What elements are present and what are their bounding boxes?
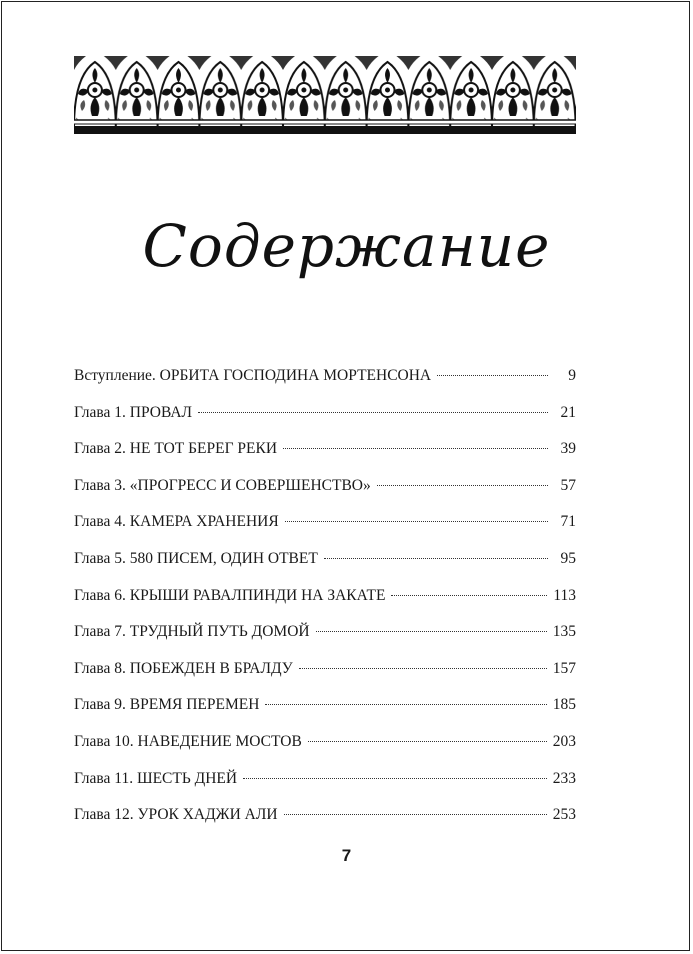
toc-entry [74, 801, 576, 838]
dot-leader [316, 631, 547, 632]
toc-entry-title: Глава 5. 580 ПИСЕМ, ОДИН ОТВЕТ [74, 549, 318, 567]
toc-entry-page: 95 [560, 549, 576, 567]
table-of-contents [74, 362, 576, 838]
dot-leader [284, 814, 547, 815]
toc-entry-page: 57 [560, 476, 576, 494]
toc-entry-page: 233 [552, 769, 576, 787]
toc-entry-page: 185 [552, 696, 576, 714]
toc-entry [74, 399, 576, 436]
toc-entry-title: Глава 8. ПОБЕЖДЕН В БРАЛДУ [74, 659, 293, 677]
toc-entry-title: Глава 12. УРОК ХАДЖИ АЛИ [74, 806, 278, 824]
toc-entry-page: 21 [560, 403, 576, 421]
toc-entry-title: Глава 10. НАВЕДЕНИЕ МОСТОВ [74, 732, 302, 750]
toc-entry-page: 253 [552, 806, 576, 824]
toc-entry-title: Глава 11. ШЕСТЬ ДНЕЙ [74, 769, 238, 787]
dot-leader [243, 778, 547, 779]
dot-leader [265, 704, 546, 705]
toc-entry [74, 472, 576, 509]
toc-entry-title: Вступление. ОРБИТА ГОСПОДИНА МОРТЕНСОНА [74, 367, 432, 384]
dot-leader [285, 521, 548, 522]
toc-entry-title: Глава 1. ПРОВАЛ [74, 403, 193, 421]
toc-entry [74, 618, 576, 655]
toc-entry [74, 582, 576, 619]
floral-ornament-icon [74, 56, 576, 136]
toc-entry-page: 135 [552, 623, 576, 641]
toc-entry-title: Глава 9. ВРЕМЯ ПЕРЕМЕН [74, 696, 260, 714]
dot-leader [283, 448, 548, 449]
toc-entry [74, 655, 576, 692]
toc-entry-title: Глава 4. КАМЕРА ХРАНЕНИЯ [74, 513, 279, 531]
toc-entry-page: 113 [553, 586, 576, 604]
toc-entry [74, 362, 576, 399]
toc-entry-page: 203 [552, 732, 576, 750]
toc-entry-page: 9 [568, 367, 576, 384]
toc-entry-title: Глава 3. «ПРОГРЕСС И СОВЕРШЕНСТВО» [74, 476, 371, 494]
toc-entry-page: 157 [552, 659, 576, 677]
dot-leader [377, 485, 548, 486]
dot-leader [198, 412, 548, 413]
dot-leader [391, 595, 547, 596]
toc-entry-page: 71 [560, 513, 576, 531]
dot-leader [308, 741, 547, 742]
dot-leader [324, 558, 548, 559]
toc-entry-title: Глава 2. НЕ ТОТ БЕРЕГ РЕКИ [74, 440, 278, 458]
dot-leader [299, 668, 547, 669]
dot-leader [437, 375, 548, 376]
toc-entry-title: Глава 6. КРЫШИ РАВАЛПИНДИ НА ЗАКАТЕ [74, 586, 386, 604]
toc-entry-title: Глава 7. ТРУДНЫЙ ПУТЬ ДОМОЙ [74, 623, 310, 641]
toc-entry [74, 508, 576, 545]
toc-entry [74, 435, 576, 472]
page-title: Содержание [142, 212, 551, 280]
toc-entry [74, 728, 576, 765]
toc-entry-page: 39 [560, 440, 576, 458]
toc-entry [74, 691, 576, 728]
toc-entry [74, 545, 576, 582]
toc-entry [74, 765, 576, 802]
page-number: 7 [341, 846, 352, 865]
